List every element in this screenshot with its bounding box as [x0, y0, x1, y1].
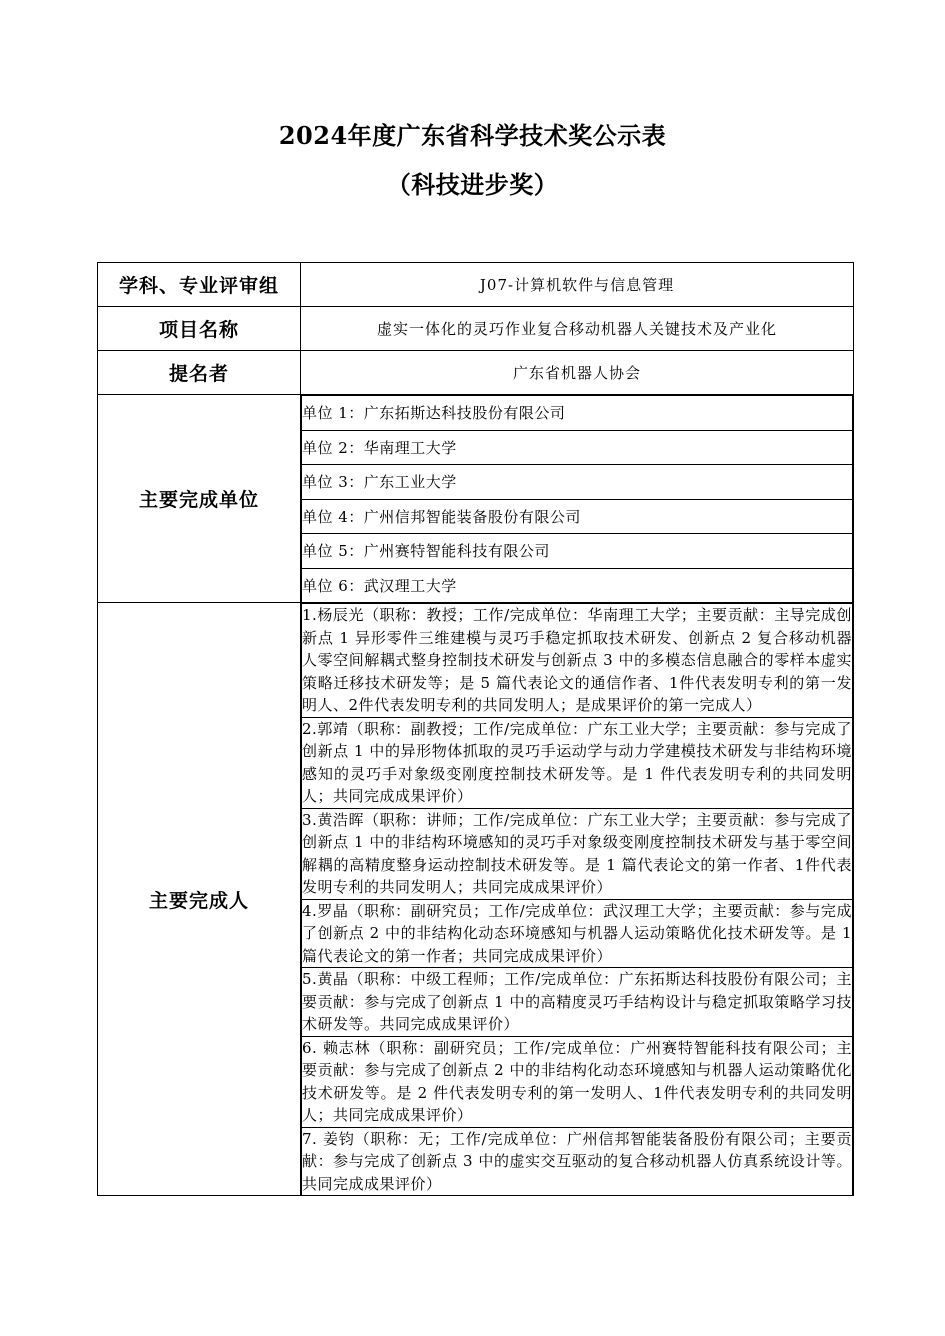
unit-2: 单位 2：华南理工大学	[302, 430, 853, 465]
person-5: 5.黄晶（职称：中级工程师；工作/完成单位：广东拓斯达科技股份有限公司；主要贡献：参与完成了创新点 1 中的高精度灵巧手结构设计与稳定抓取策略学习技术研发等。共同完成成果评价）	[302, 968, 853, 1037]
persons-cell	[301, 603, 854, 1196]
project-label: 项目名称	[98, 307, 301, 351]
table-row	[98, 263, 854, 307]
list-item	[302, 968, 853, 1037]
unit-6: 单位 6：武汉理工大学	[302, 568, 853, 602]
unit-1: 单位 1：广东拓斯达科技股份有限公司	[302, 396, 853, 431]
units-label: 主要完成单位	[98, 395, 301, 603]
list-item	[302, 1127, 853, 1195]
page-subtitle: （科技进步奖）	[386, 170, 559, 199]
list-item	[302, 1036, 853, 1127]
list-item	[302, 430, 853, 465]
table-row	[98, 307, 854, 351]
list-item	[302, 899, 853, 968]
persons-list	[301, 603, 853, 1195]
table-row	[98, 395, 854, 603]
units-list	[301, 395, 853, 602]
table-row	[98, 351, 854, 395]
list-item	[302, 499, 853, 534]
person-6: 6. 赖志林（职称：副研究员；工作/完成单位：广州赛特智能科技有限公司；主要贡献：参与完成了创新点 2 中的非结构化动态环境感知与机器人运动策略优化技术研发等。是 2 件代表发明专利的第一发明人、1件代表发明专利的共同发明人；共同完成成果评价）	[302, 1036, 853, 1127]
nominator-label: 提名者	[98, 351, 301, 395]
unit-4: 单位 4：广州信邦智能装备股份有限公司	[302, 499, 853, 534]
unit-5: 单位 5：广州赛特智能科技有限公司	[302, 534, 853, 569]
person-2: 2.郭靖（职称：副教授；工作/完成单位：广东工业大学；主要贡献：参与完成了创新点 1 中的异形物体抓取的灵巧手运动学与动力学建模技术研发与非结构环境感知的灵巧手对象级变刚度控制技术研发等。是 1 件代表发明专利的共同发明人；共同完成成果评价）	[302, 717, 853, 808]
table-row	[98, 603, 854, 1196]
list-item	[302, 534, 853, 569]
page-title: 2024年度广东省科学技术奖公示表	[278, 121, 667, 150]
person-1: 1.杨辰光（职称：教授；工作/完成单位：华南理工大学；主要贡献：主导完成创新点 1 异形零件三维建模与灵巧手稳定抓取技术研发、创新点 2 复合移动机器人零空间解耦式整身控制技术研发与创新点 3 中的多模态信息融合的零样本虚实策略迁移技术研发等；是 5 篇代表论文的通信作者、1件代表发明专利的第一发明人、2件代表发明专利的共同发明人；是成果评价的第一完成人）	[302, 604, 853, 718]
list-item	[302, 465, 853, 500]
list-item	[302, 717, 853, 808]
persons-label: 主要完成人	[98, 603, 301, 1196]
project-value: 虚实一体化的灵巧作业复合移动机器人关键技术及产业化	[301, 307, 854, 351]
nominator-value: 广东省机器人协会	[301, 351, 854, 395]
list-item	[302, 808, 853, 899]
list-item	[302, 396, 853, 431]
units-cell	[301, 395, 854, 603]
person-3: 3.黄浩晖（职称：讲师；工作/完成单位：广东工业大学；主要贡献：参与完成了创新点 1 中的非结构环境感知的灵巧手对象级变刚度控制技术研发与基于零空间解耦的高精度整身运动控制技术研发等。是 1 篇代表论文的第一作者、1件代表发明专利的共同发明人；共同完成成果评价）	[302, 808, 853, 899]
discipline-value: J07-计算机软件与信息管理	[301, 263, 854, 307]
list-item	[302, 568, 853, 602]
person-7: 7. 姜钧（职称：无；工作/完成单位：广州信邦智能装备股份有限公司；主要贡献：参与完成了创新点 3 中的虚实交互驱动的复合移动机器人仿真系统设计等。共同完成成果评价）	[302, 1127, 853, 1195]
unit-3: 单位 3：广东工业大学	[302, 465, 853, 500]
discipline-label: 学科、专业评审组	[98, 263, 301, 307]
list-item	[302, 604, 853, 718]
person-4: 4.罗晶（职称：副研究员；工作/完成单位：武汉理工大学；主要贡献：参与完成了创新点 2 中的非结构化动态环境感知与机器人运动策略优化技术研发等。是 1 篇代表论文的第一作者；共同完成成果评价）	[302, 899, 853, 968]
info-table	[97, 262, 854, 1196]
